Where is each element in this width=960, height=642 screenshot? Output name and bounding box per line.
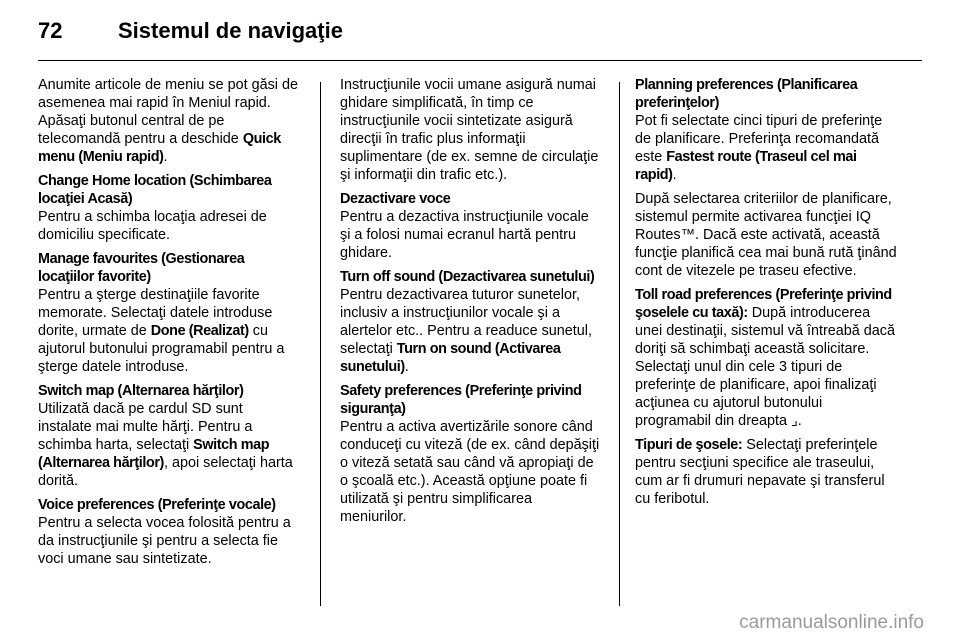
column-divider-1 [320,82,321,606]
section-heading-change-home: Change Home location (Schimbarea locaţiei Acasă) [38,173,272,207]
section-text-change-home: Pentru a schimba locaţia adresei de domiciliu specificate. [38,209,267,243]
intro-paragraph: Anumite articole de meniu se pot găsi de asemenea mai rapid în Meniul rapid. Apăsaţi butonul central de pe telecomandă pentru a deschide Quick menu (Meniu rapid). [38,77,298,165]
section-heading-safety-preferences: Safety preferences (Preferinţe privind siguranţa) [340,383,582,417]
page-header [38,18,922,58]
section-text-safety-preferences: Pentru a activa avertizările sonore când conduceţi cu viteză (de ex. când depăşiţi o viteză setată sau când vă apropiaţi de o şcoală etc.). Această opţiune poate fi utilizată şi pentru simplificarea meniurilor. [340,419,600,525]
column-3 [635,76,897,514]
column-2 [340,76,602,532]
section-text-voice-preferences: Pentru a selecta vocea folosită pentru a da instrucţiunile şi pentru a selecta fie voci umane sau sintetizate. [38,515,291,567]
section-heading-voice-preferences: Voice preferences (Preferinţe vocale) [38,497,276,513]
softkey-right-icon: ⌟ [791,413,798,429]
section-heading-turn-off-sound: Turn off sound (Dezactivarea sunetului) [340,269,595,285]
column-divider-2 [619,82,620,606]
road-types-paragraph: Tipuri de şosele: Selectaţi preferinţele pentru secţiuni specifice ale traseului, cum ar fi drumuri nepavate şi transferul cu feribotul. [635,437,885,507]
section-text-planning-preferences: Pot fi selectate cinci tipuri de preferinţe de planificare. Preferinţa recomandată este Fastest route (Traseul cel mai rapid). [635,113,883,183]
voice-info-paragraph: Instrucţiunile vocii umane asigură numai ghidare simplificată, în timp ce instrucţiunile vocii sintetizate asigură direcţii în trafic plus informaţii suplimentare (de ex. semne de circulaţie şi informaţii din trafic etc.). [340,77,599,183]
section-heading-manage-favourites: Manage favourites (Gestionarea locaţiilor favorite) [38,251,245,285]
section-text-disable-voice: Pentru a dezactiva instrucţiunile vocale şi a folosi numai ecranul hartă pentru ghidare. [340,209,589,261]
chapter-title: Sistemul de navigaţie [118,18,343,43]
header-rule [38,60,922,61]
section-text-switch-map: Utilizată dacă pe cardul SD sunt instalate mai multe hărţi. Pentru a schimba harta, selectaţi Switch map (Alternarea hărţilor), apoi selectaţi harta dorită. [38,401,293,489]
section-text-turn-off-sound: Pentru dezactivarea tuturor sunetelor, inclusiv a instrucţiunilor vocale şi a alertelor etc.. Pentru a readuce sunetul, selectaţi Turn on sound (Activarea sunetului). [340,287,592,375]
column-1 [38,76,300,574]
toll-road-paragraph: Toll road preferences (Preferinţe privind şoselele cu taxă): După introducerea unei destinaţii, sistemul vă întreabă dacă doriţi să schimbaţi această solicitare. Selectaţi unul din cele 3 tipuri de preferinţe de planificare, apoi finalizaţi acţiunea cu ajutorul butonului programabil din dreapta ⌟. [635,287,895,429]
page-number: 72 [38,18,63,43]
section-heading-planning-preferences: Planning preferences (Planificarea preferinţelor) [635,77,858,111]
section-text-manage-favourites: Pentru a şterge destinaţiile favorite memorate. Selectaţi datele introduse dorite, urmate de Done (Realizat) cu ajutorul butonului programabil pentru a şterge datele introduse. [38,287,285,375]
section-heading-disable-voice: Dezactivare voce [340,191,451,207]
section-heading-switch-map: Switch map (Alternarea hărţilor) [38,383,244,399]
watermark: carmanualsonline.info [739,612,924,633]
iq-routes-paragraph: După selectarea criteriilor de planificare, sistemul permite activarea funcţiei IQ Routes™. Dacă este activată, această funcţie planifică cea mai bună rută ţinând cont de vitezele pe traseu efective. [635,191,897,279]
quick-menu-term: Quick menu (Meniu rapid) [38,131,281,165]
